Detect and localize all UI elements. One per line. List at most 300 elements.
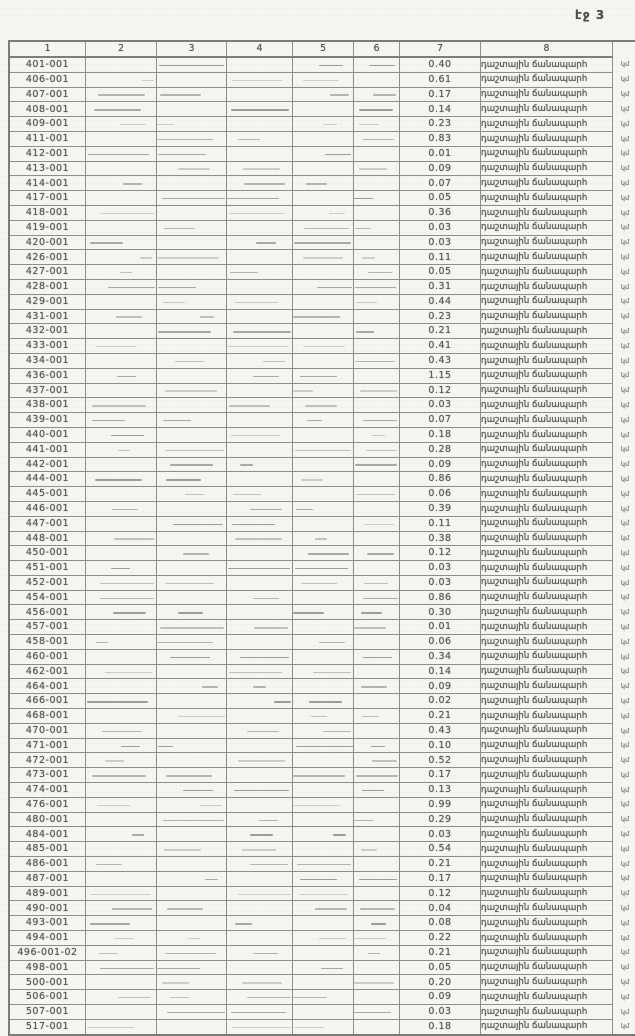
row-unit-label: կմ <box>613 1019 635 1034</box>
scan-noise-line <box>158 287 196 288</box>
row-road-type-cell: դաշտային ճանապարհ <box>481 279 613 294</box>
table-row <box>9 975 635 990</box>
scan-noise-line <box>158 331 211 332</box>
scan-noise-line <box>247 997 291 998</box>
empty-cell <box>86 916 157 931</box>
row-code-cell: 412-001 <box>9 146 86 161</box>
row-road-type-cell: դաշտային ճանապարհ <box>481 709 613 724</box>
row-road-type-cell: դաշտային ճանապարհ <box>481 161 613 176</box>
row-road-type-cell: դաշտային ճանապարհ <box>481 723 613 738</box>
row-road-type-cell: դաշտային ճանապարհ <box>481 531 613 546</box>
row-road-type-cell: դաշտային ճանապարհ <box>481 931 613 946</box>
column-header-2: 2 <box>86 41 157 57</box>
row-length-value-cell: 0.30 <box>400 605 481 620</box>
empty-cell <box>354 487 400 502</box>
empty-cell <box>354 561 400 576</box>
scan-noise-line <box>175 361 204 362</box>
scan-noise-line <box>132 834 144 835</box>
empty-cell <box>227 990 293 1005</box>
scan-noise-line <box>227 346 289 347</box>
row-length-value-cell: 0.18 <box>400 1019 481 1034</box>
scan-noise-line <box>100 213 154 214</box>
empty-cell <box>354 797 400 812</box>
empty-cell <box>157 605 227 620</box>
row-unit-label: կմ <box>613 279 635 294</box>
scan-noise-line <box>118 450 130 451</box>
empty-cell <box>86 827 157 842</box>
table-row <box>9 324 635 339</box>
row-unit-label: կմ <box>613 235 635 250</box>
scan-noise-line <box>373 94 396 95</box>
scan-noise-line <box>188 938 200 939</box>
row-road-type-cell: դաշտային ճանապարհ <box>481 694 613 709</box>
scan-noise-line <box>372 760 397 761</box>
row-road-type-cell: դաշտային ճանապարհ <box>481 575 613 590</box>
scan-noise-line <box>254 627 288 628</box>
row-road-type-cell: դաշտային ճանապարհ <box>481 250 613 265</box>
empty-cell <box>293 72 354 87</box>
table-row <box>9 679 635 694</box>
scan-noise-line <box>167 908 203 909</box>
row-unit-label: կմ <box>613 635 635 650</box>
row-road-type-cell: դաշտային ճանապարհ <box>481 191 613 206</box>
row-length-value-cell: 0.54 <box>400 842 481 857</box>
empty-cell <box>354 605 400 620</box>
row-length-value-cell: 0.31 <box>400 279 481 294</box>
scan-noise-line <box>295 568 348 569</box>
row-road-type-cell: դաշտային ճանապարհ <box>481 339 613 354</box>
row-code-cell: 487-001 <box>9 871 86 886</box>
row-length-value-cell: 0.99 <box>400 797 481 812</box>
row-code-cell: 413-001 <box>9 161 86 176</box>
empty-cell <box>354 768 400 783</box>
row-code-cell: 498-001 <box>9 960 86 975</box>
scan-noise-line <box>317 287 352 288</box>
empty-cell <box>157 546 227 561</box>
empty-cell <box>227 191 293 206</box>
row-length-value-cell: 0.61 <box>400 72 481 87</box>
empty-cell <box>86 635 157 650</box>
row-road-type-cell: դաշտային ճանապարհ <box>481 561 613 576</box>
row-code-cell: 447-001 <box>9 516 86 531</box>
empty-cell <box>227 916 293 931</box>
empty-cell <box>354 931 400 946</box>
scan-noise-line <box>355 464 397 465</box>
scan-noise-line <box>108 287 155 288</box>
row-road-type-cell: դաշտային ճանապարհ <box>481 975 613 990</box>
scan-noise-line <box>165 450 224 451</box>
empty-cell <box>293 117 354 132</box>
scan-noise-line <box>360 390 397 391</box>
row-length-value-cell: 0.38 <box>400 531 481 546</box>
empty-cell <box>354 1005 400 1020</box>
empty-cell <box>293 398 354 413</box>
empty-cell <box>293 664 354 679</box>
row-length-value-cell: 1.15 <box>400 368 481 383</box>
empty-cell <box>86 886 157 901</box>
empty-cell <box>227 590 293 605</box>
empty-cell <box>293 990 354 1005</box>
column-header-3: 3 <box>157 41 227 57</box>
scan-noise-line <box>356 775 398 776</box>
scan-noise-line <box>240 464 253 465</box>
empty-cell <box>86 413 157 428</box>
empty-cell <box>227 457 293 472</box>
table-row <box>9 768 635 783</box>
scan-noise-line <box>294 242 351 243</box>
row-length-value-cell: 0.39 <box>400 501 481 516</box>
empty-cell <box>293 916 354 931</box>
scan-noise-line <box>359 109 393 110</box>
scan-noise-line <box>363 420 397 421</box>
table-row <box>9 827 635 842</box>
scan-noise-line <box>242 982 282 983</box>
empty-cell <box>354 309 400 324</box>
scan-noise-line <box>92 775 146 776</box>
empty-cell <box>157 1005 227 1020</box>
row-road-type-cell: դաշտային ճանապարհ <box>481 235 613 250</box>
scan-noise-line <box>96 864 122 865</box>
empty-cell <box>157 516 227 531</box>
table-row <box>9 279 635 294</box>
empty-cell <box>227 620 293 635</box>
empty-cell <box>227 797 293 812</box>
row-length-value-cell: 0.43 <box>400 723 481 738</box>
empty-cell <box>227 812 293 827</box>
empty-cell <box>227 368 293 383</box>
row-length-value-cell: 0.05 <box>400 265 481 280</box>
table-row <box>9 72 635 87</box>
row-code-cell: 401-001 <box>9 57 86 72</box>
empty-cell <box>227 72 293 87</box>
empty-cell <box>86 191 157 206</box>
scan-noise-line <box>90 242 123 243</box>
table-row <box>9 161 635 176</box>
empty-cell <box>354 250 400 265</box>
empty-cell <box>227 842 293 857</box>
empty-cell <box>293 797 354 812</box>
row-road-type-cell: դաշտային ճանապարհ <box>481 487 613 502</box>
scan-noise-line <box>178 168 210 169</box>
row-road-type-cell: դաշտային ճանապարհ <box>481 220 613 235</box>
empty-cell <box>354 161 400 176</box>
row-length-value-cell: 0.10 <box>400 738 481 753</box>
empty-cell <box>293 679 354 694</box>
empty-cell <box>157 191 227 206</box>
row-road-type-cell: դաշտային ճանապարհ <box>481 797 613 812</box>
empty-cell <box>86 442 157 457</box>
row-length-value-cell: 0.08 <box>400 916 481 931</box>
row-length-value-cell: 0.09 <box>400 990 481 1005</box>
row-road-type-cell: դաշտային ճանապարհ <box>481 309 613 324</box>
scan-noise-line <box>303 80 339 81</box>
empty-cell <box>293 102 354 117</box>
scan-noise-line <box>359 124 379 125</box>
scan-noise-line <box>367 553 394 554</box>
empty-cell <box>227 857 293 872</box>
empty-cell <box>293 620 354 635</box>
empty-cell <box>227 723 293 738</box>
row-code-cell: 419-001 <box>9 220 86 235</box>
empty-cell <box>227 871 293 886</box>
row-length-value-cell: 0.13 <box>400 783 481 798</box>
empty-cell <box>157 279 227 294</box>
row-unit-label: կմ <box>613 709 635 724</box>
scan-noise-line <box>368 272 392 273</box>
empty-cell <box>227 383 293 398</box>
scan-noise-line <box>231 109 289 110</box>
table-row <box>9 472 635 487</box>
empty-cell <box>227 117 293 132</box>
scan-noise-line <box>363 657 392 658</box>
row-length-value-cell: 0.05 <box>400 191 481 206</box>
row-code-cell: 411-001 <box>9 131 86 146</box>
row-code-cell: 456-001 <box>9 605 86 620</box>
empty-cell <box>157 709 227 724</box>
empty-cell <box>157 205 227 220</box>
empty-cell <box>227 146 293 161</box>
empty-cell <box>293 309 354 324</box>
row-unit-label: կմ <box>613 427 635 442</box>
empty-cell <box>354 827 400 842</box>
row-road-type-cell: դաշտային ճանապարհ <box>481 368 613 383</box>
empty-cell <box>293 161 354 176</box>
empty-cell <box>86 220 157 235</box>
row-unit-label: կմ <box>613 531 635 546</box>
scan-noise-line <box>200 805 222 806</box>
table-row <box>9 531 635 546</box>
empty-cell <box>354 324 400 339</box>
empty-cell <box>86 812 157 827</box>
scan-noise-line <box>164 228 195 229</box>
scan-noise-line <box>315 908 347 909</box>
row-length-value-cell: 0.11 <box>400 250 481 265</box>
row-unit-label: կմ <box>613 738 635 753</box>
empty-cell <box>293 901 354 916</box>
empty-cell <box>354 442 400 457</box>
scan-noise-line <box>165 390 217 391</box>
empty-cell <box>157 235 227 250</box>
empty-cell <box>354 205 400 220</box>
empty-cell <box>227 102 293 117</box>
scan-noise-line <box>166 479 201 480</box>
row-unit-label: կմ <box>613 990 635 1005</box>
empty-cell <box>157 87 227 102</box>
table-row <box>9 664 635 679</box>
empty-cell <box>227 487 293 502</box>
scan-noise-line <box>200 316 214 317</box>
row-code-cell: 436-001 <box>9 368 86 383</box>
empty-cell <box>86 457 157 472</box>
empty-cell <box>157 413 227 428</box>
scan-noise-line <box>102 731 142 732</box>
scan-noise-line <box>293 390 313 391</box>
empty-cell <box>293 383 354 398</box>
scan-noise-line <box>178 716 225 717</box>
row-code-cell: 507-001 <box>9 1005 86 1020</box>
empty-cell <box>86 753 157 768</box>
scan-noise-line <box>115 938 134 939</box>
scan-noise-line <box>311 716 327 717</box>
empty-cell <box>293 783 354 798</box>
empty-cell <box>354 723 400 738</box>
row-length-value-cell: 0.44 <box>400 294 481 309</box>
table-row <box>9 87 635 102</box>
empty-cell <box>86 709 157 724</box>
empty-cell <box>293 220 354 235</box>
row-code-cell: 417-001 <box>9 191 86 206</box>
empty-cell <box>157 975 227 990</box>
row-code-cell: 407-001 <box>9 87 86 102</box>
empty-cell <box>157 176 227 191</box>
row-road-type-cell: դաշտային ճանապարհ <box>481 102 613 117</box>
empty-cell <box>157 931 227 946</box>
scan-noise-line <box>296 509 313 510</box>
empty-cell <box>157 635 227 650</box>
row-unit-label: կմ <box>613 57 635 72</box>
row-unit-label: կմ <box>613 975 635 990</box>
row-unit-label: կմ <box>613 87 635 102</box>
empty-cell <box>293 235 354 250</box>
table-row <box>9 945 635 960</box>
empty-cell <box>354 72 400 87</box>
table-row <box>9 1019 635 1034</box>
row-road-type-cell: դաշտային ճանապարհ <box>481 427 613 442</box>
table-row <box>9 176 635 191</box>
empty-cell <box>227 931 293 946</box>
row-length-value-cell: 0.29 <box>400 812 481 827</box>
scan-noise-line <box>105 760 124 761</box>
empty-cell <box>354 294 400 309</box>
scan-noise-line <box>253 686 266 687</box>
empty-cell <box>227 516 293 531</box>
row-code-cell: 454-001 <box>9 590 86 605</box>
empty-cell <box>354 635 400 650</box>
empty-cell <box>293 413 354 428</box>
empty-cell <box>293 590 354 605</box>
scan-noise-line <box>354 982 394 983</box>
scan-noise-line <box>354 1012 391 1013</box>
row-length-value-cell: 0.12 <box>400 886 481 901</box>
empty-cell <box>227 235 293 250</box>
row-road-type-cell: դաշտային ճանապարհ <box>481 501 613 516</box>
scan-noise-line <box>229 213 285 214</box>
empty-cell <box>157 294 227 309</box>
row-unit-label: կմ <box>613 605 635 620</box>
empty-cell <box>354 546 400 561</box>
row-road-type-cell: դաշտային ճանապարհ <box>481 664 613 679</box>
scan-noise-line <box>303 257 343 258</box>
row-road-type-cell: դաշտային ճանապարհ <box>481 649 613 664</box>
empty-cell <box>293 827 354 842</box>
empty-cell <box>293 723 354 738</box>
scan-noise-line <box>354 820 373 821</box>
row-unit-label: կմ <box>613 131 635 146</box>
table-row <box>9 990 635 1005</box>
empty-cell <box>227 353 293 368</box>
empty-cell <box>157 250 227 265</box>
empty-cell <box>227 886 293 901</box>
empty-cell <box>227 694 293 709</box>
scan-noise-line <box>230 272 258 273</box>
row-unit-label: կմ <box>613 797 635 812</box>
scan-noise-line <box>360 908 395 909</box>
row-road-type-cell: դաշտային ճանապարհ <box>481 324 613 339</box>
row-road-type-cell: դաշտային ճանապարհ <box>481 383 613 398</box>
scan-noise-line <box>97 805 130 806</box>
column-header-7: 7 <box>400 41 481 57</box>
empty-cell <box>227 413 293 428</box>
table-row <box>9 1005 635 1020</box>
row-road-type-cell: դաշտային ճանապարհ <box>481 768 613 783</box>
empty-cell <box>354 590 400 605</box>
empty-cell <box>157 309 227 324</box>
empty-cell <box>293 709 354 724</box>
row-length-value-cell: 0.07 <box>400 413 481 428</box>
scan-noise-line <box>162 982 189 983</box>
empty-cell <box>293 487 354 502</box>
empty-cell <box>157 590 227 605</box>
scan-noise-line <box>274 701 291 702</box>
row-road-type-cell: դաշտային ճանապարհ <box>481 1005 613 1020</box>
scan-noise-line <box>116 316 142 317</box>
row-unit-label: կմ <box>613 620 635 635</box>
row-unit-label: կմ <box>613 398 635 413</box>
scan-noise-line <box>117 376 136 377</box>
table-row <box>9 398 635 413</box>
empty-cell <box>86 561 157 576</box>
empty-cell <box>86 768 157 783</box>
empty-cell <box>293 975 354 990</box>
empty-cell <box>354 235 400 250</box>
empty-cell <box>293 561 354 576</box>
row-unit-label: կմ <box>613 265 635 280</box>
scan-noise-line <box>362 790 384 791</box>
row-length-value-cell: 0.05 <box>400 960 481 975</box>
row-code-cell: 489-001 <box>9 886 86 901</box>
row-unit-label: կմ <box>613 723 635 738</box>
scan-noise-line <box>363 598 398 599</box>
empty-cell <box>86 265 157 280</box>
scan-noise-line <box>293 316 340 317</box>
empty-cell <box>293 353 354 368</box>
row-unit-label: կմ <box>613 220 635 235</box>
empty-cell <box>354 620 400 635</box>
empty-cell <box>293 635 354 650</box>
scan-noise-line <box>368 953 380 954</box>
table-row <box>9 575 635 590</box>
scan-noise-line <box>240 657 289 658</box>
row-code-cell: 418-001 <box>9 205 86 220</box>
row-road-type-cell: դաշտային ճանապարհ <box>481 901 613 916</box>
scan-noise-line <box>296 746 353 747</box>
scan-noise-line <box>227 198 279 199</box>
scan-noise-line <box>301 583 337 584</box>
empty-cell <box>293 442 354 457</box>
scan-noise-line <box>157 124 174 125</box>
table-row <box>9 353 635 368</box>
row-code-cell: 441-001 <box>9 442 86 457</box>
empty-cell <box>354 191 400 206</box>
row-road-type-cell: դաշտային ճանապարհ <box>481 679 613 694</box>
scan-noise-line <box>98 94 145 95</box>
empty-cell <box>227 250 293 265</box>
row-road-type-cell: դաշտային ճանապարհ <box>481 783 613 798</box>
row-road-type-cell: դաշտային ճանապարհ <box>481 472 613 487</box>
column-header-4: 4 <box>227 41 293 57</box>
scan-noise-line <box>363 139 394 140</box>
empty-cell <box>157 72 227 87</box>
